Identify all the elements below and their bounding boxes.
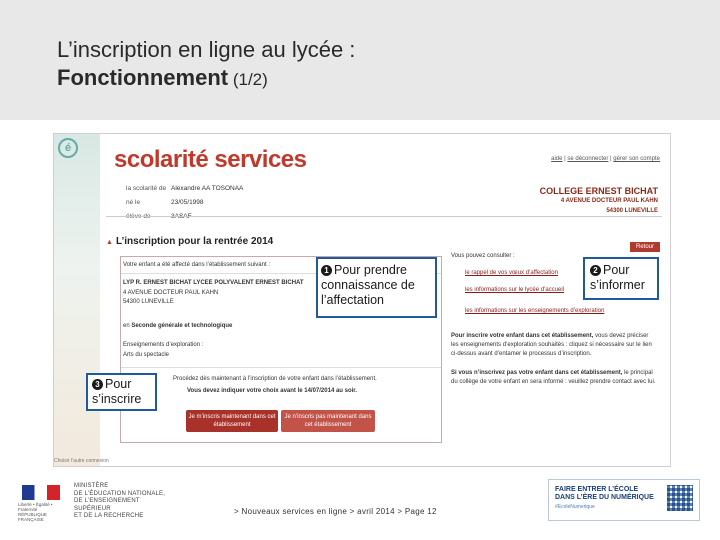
callout-number-3: 3 [92, 379, 103, 390]
section-title: ▲ L’inscription pour la rentrée 2014 [106, 236, 273, 247]
callout-affectation-text: Pour prendre connaissance de l’affectation [321, 263, 415, 307]
retour-button[interactable]: Retour [630, 242, 660, 252]
callout-number-1: 1 [321, 265, 332, 276]
consult-para2-text: le principal du collège de votre enfant en sera informé : veuillez prendre contact avec lui. [451, 370, 656, 385]
slide-title [57, 36, 355, 94]
ministry-line: DE L’ÉDUCATION NATIONALE, [74, 490, 166, 497]
slide-title-line2 [57, 64, 355, 94]
formation-prefix: en [123, 323, 132, 329]
badge-line1: FAIRE ENTRER L’ÉCOLE [555, 486, 639, 493]
qr-code-icon [667, 485, 693, 511]
school-info [540, 186, 658, 216]
student-row [126, 182, 243, 196]
consult-para2-bold: Si vous n’inscrivez pas votre enfant dans cet établissement, [451, 370, 623, 376]
student-value: Alexandre AA TOSONAA [171, 185, 244, 192]
lycee-address2: 54300 LUNEVILLE [123, 299, 174, 305]
consult-title: Vous pouvez consulter : [451, 253, 515, 259]
student-label: élève de [126, 213, 151, 220]
brand-logo: scolarité services [114, 146, 307, 173]
formation [123, 322, 308, 331]
ministry-line: ET DE LA RECHERCHE [74, 513, 144, 519]
badge-title [555, 486, 654, 502]
callout-affectation [316, 257, 437, 318]
lycee-address1: 4 AVENUE DOCTEUR PAUL KAHN [123, 290, 219, 296]
bottom-note: Choisir l’autre connexion [54, 458, 109, 464]
callout-informer-text: Pour s’informer [590, 263, 645, 292]
lycee-name: LYP R. ERNEST BICHAT LYCEE POLYVALENT ERNEST BICHAT [123, 280, 304, 286]
top-links: aide | se déconnecter | gérer son compte [551, 156, 660, 162]
badge-line2: DANS L’ÈRE DU NUMÉRIQUE [555, 494, 654, 501]
no-inscription-button[interactable]: Je n’inscris pas maintenant dans cet établissement [281, 410, 375, 432]
left-decorative-strip [54, 134, 100, 466]
e-logo-icon: é [58, 138, 78, 158]
slide-title-suffix: (1/2) [228, 70, 268, 89]
ministry-line: MINISTÈRE [74, 483, 109, 489]
consult-para1 [451, 332, 656, 359]
student-value: 23/05/1998 [171, 199, 204, 206]
enseign-value: Arts du spectacle [123, 352, 170, 358]
consult-para1-bold: Pour inscrire votre enfant dans cet établissement, [451, 333, 594, 339]
slide-title-main: Fonctionnement [57, 65, 229, 90]
student-label: la scolarité de [126, 185, 167, 192]
student-info [126, 182, 243, 224]
divider [121, 367, 441, 368]
affect-title: Votre enfant a été affecté dans l’établissement suivant : [123, 262, 270, 268]
student-row [126, 210, 243, 224]
divider [106, 216, 662, 217]
flag-icon [22, 485, 60, 500]
student-label: né le [126, 199, 141, 206]
school-address2: 54300 LUNEVILLE [606, 208, 658, 214]
enseign-label: Enseignements d’exploration : [123, 342, 204, 348]
republique-logo [18, 483, 66, 522]
school-name: COLLEGE ERNEST BICHAT [539, 186, 658, 196]
link-enseignements[interactable]: les informations sur les enseignements d’exploration [465, 308, 605, 314]
slide-header [0, 0, 720, 120]
logo-text: Liberté • Égalité • Fraternité RÉPUBLIQUE FRANÇAISE [18, 502, 53, 522]
school-address1: 4 AVENUE DOCTEUR PAUL KAHN [560, 198, 658, 204]
student-row [126, 196, 243, 210]
callout-informer [583, 257, 659, 300]
instructions1: Procédez dès maintenant à l’inscription de votre enfant dans l’établissement. [173, 376, 377, 382]
callout-inscrire-text: Pour s’inscrire [92, 377, 142, 406]
inscription-button[interactable]: Je m’inscris maintenant dans cet établissement [186, 410, 278, 432]
account-link[interactable]: gérer son compte [613, 156, 660, 162]
footer-caption: > Nouveaux services en ligne > avril 2014 > Page 12 [234, 507, 437, 516]
consult-para2 [451, 369, 656, 387]
instructions2: Vous devez indiquer votre choix avant le 14/07/2014 au soir. [187, 388, 357, 394]
ecole-numerique-badge [548, 479, 700, 521]
slide-title-line1: L’inscription en ligne au lycée : [57, 37, 356, 62]
help-link[interactable]: aide [551, 156, 563, 162]
ministry-name [74, 483, 174, 521]
formation-value: Seconde générale et technologique [131, 323, 233, 329]
logout-link[interactable]: se déconnecter [567, 156, 609, 162]
callout-inscrire [86, 373, 157, 411]
link-lycee-info[interactable]: les informations sur le lycée d’accueil [465, 287, 565, 293]
link-voeux[interactable]: le rappel de vos vœux d’affectation [465, 270, 558, 276]
callout-number-2: 2 [590, 265, 601, 276]
consult-para1-text: vous devez préciser les enseignements d’exploration souhaités : cliquez si nécessaire sur le lien ci-dessus avant d’entamer le processus d’inscription. [451, 333, 652, 357]
student-value: 3ASAF [171, 213, 192, 220]
badge-subtitle: #EcoleNumerique [555, 504, 595, 510]
ministry-line: DE L’ENSEIGNEMENT SUPÉRIEUR [74, 498, 140, 512]
